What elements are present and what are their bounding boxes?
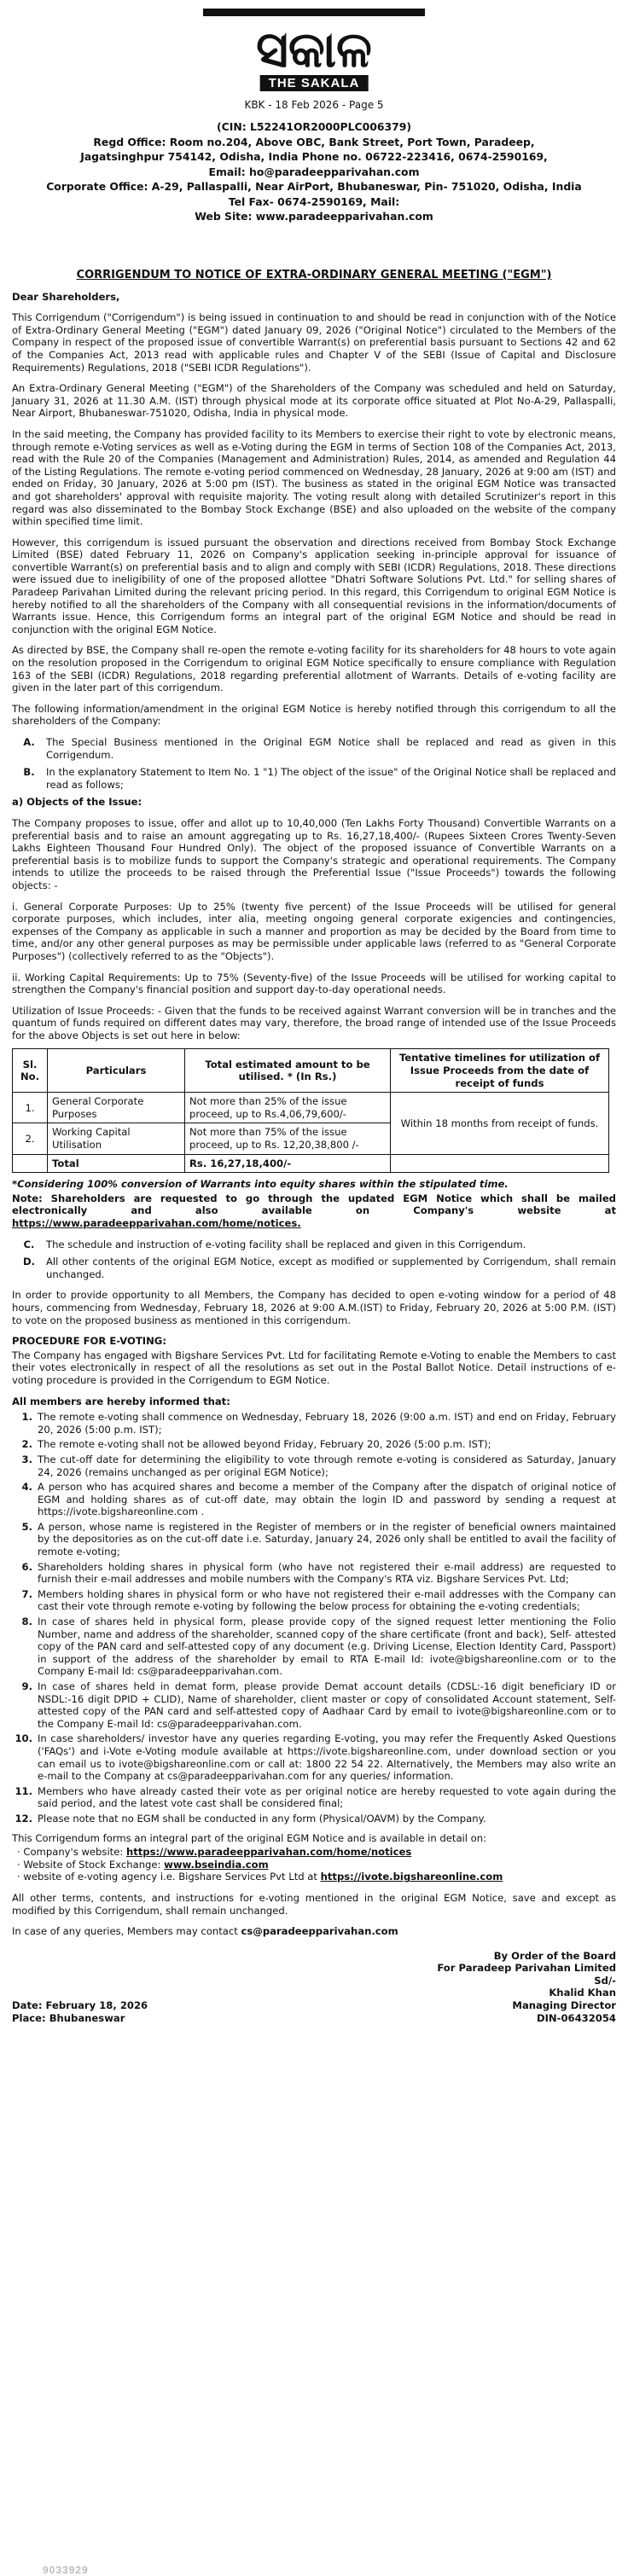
company-cin: (CIN: L52241OR2000PLC006379) xyxy=(216,120,412,133)
list-item xyxy=(12,1616,616,1678)
list-item-text: A person who has acquired shares and become a member of the Company after the dispatch of original notice of EGM and holding shares as of cut-off date, may obtain the login ID and password by sending a request at https://ivote.bigshareonline.com . xyxy=(38,1481,616,1518)
item-a xyxy=(12,736,616,761)
list-item xyxy=(12,1588,616,1613)
paragraph-11: In order to provide opportunity to all Members, the Company has decided to open e-voting window for a period of 48 hours, commencing from Wednesday, February 18, 2026 at 9:00 A.M.(IST) to Friday, February 20, 2026 at 5:00 P.M. (IST) to vote on the proposed business as mentioned in this corrigendum. xyxy=(12,1289,616,1326)
corporate-office: Corporate Office: A-29, Pallaspalli, Near AirPort, Bhubaneswar, Pin- 751020, Odisha, India xyxy=(46,180,582,193)
company-email: Email: ho@paradeepparivahan.com xyxy=(208,165,420,178)
site-0 xyxy=(17,1846,616,1859)
list-number: 11. xyxy=(15,1784,32,1797)
company-telfax: Tel Fax- 0674-2590169, Mail: xyxy=(228,194,400,208)
sig-by: By Order of the Board xyxy=(493,1949,616,1962)
paragraph-13: This Corrigendum forms an integral part of the original EGM Notice and is available in detail on: xyxy=(12,1831,487,1844)
list-item xyxy=(12,1785,616,1810)
list-number: 10. xyxy=(15,1732,32,1745)
table-cell-sl: 2. xyxy=(13,1123,48,1154)
table-cell-particular: General Corporate Purposes xyxy=(48,1093,185,1123)
table-header-particulars: Particulars xyxy=(48,1049,185,1093)
sakala-logo xyxy=(186,3,442,75)
objects-heading: a) Objects of the Issue: xyxy=(12,796,142,809)
list-item xyxy=(12,1521,616,1558)
list-item-text: Shareholders holding shares in physical form (who have not registered their e-mail address) are requested to furnish their e-mail addresses and mobile numbers with the Company's RTA viz. Bigshare Services Pvt. Ltd; xyxy=(38,1560,616,1586)
notice-body xyxy=(12,270,616,2024)
paragraph-9: ii. Working Capital Requirements: Up to 75% (Seventy-five) of the Issue Proceeds will be utilised for working capital to strengthen the Company's financial position and support day-to-day operational needs. xyxy=(12,971,616,996)
footnote: *Considering 100% conversion of Warrants into equity shares within the stipulated time. xyxy=(12,1178,509,1191)
list-number: 7. xyxy=(21,1587,32,1600)
item-c-label: C. xyxy=(23,1238,35,1250)
table-cell-sl: 1. xyxy=(13,1093,48,1123)
signature-block xyxy=(12,1950,616,2025)
date-line: Date: February 18, 2026 xyxy=(12,1999,148,2012)
sig-title: Managing Director xyxy=(512,1999,616,2012)
edition-line: KBK - 18 Feb 2026 - Page 5 xyxy=(244,99,384,111)
item-a-label: A. xyxy=(23,736,35,748)
list-item xyxy=(12,1411,616,1436)
note xyxy=(12,1192,616,1230)
logo-text: ସକାଳ xyxy=(256,20,372,75)
contact-text: In case of any queries, Members may contact xyxy=(12,1925,238,1938)
list-number: 5. xyxy=(21,1520,32,1533)
salutation: Dear Shareholders, xyxy=(12,290,120,303)
item-d xyxy=(12,1256,616,1280)
site-2 xyxy=(17,1871,616,1883)
note-text: Note: Shareholders are requested to go through the updated EGM Notice which shall be mailed electronically and also available on Company's website at xyxy=(12,1192,616,1217)
table-total-label: Total xyxy=(48,1154,185,1173)
table-total-row xyxy=(13,1154,609,1173)
list-item-text: Members holding shares in physical form or who have not registered their e-mail addresses with the Company can cast their vote through remote e-voting by following the below process for obtaining the e-voting credentials; xyxy=(38,1587,616,1613)
evoting-list xyxy=(12,1411,616,1825)
list-item xyxy=(12,1561,616,1586)
company-header xyxy=(26,119,602,224)
list-item xyxy=(12,1481,616,1518)
signatory xyxy=(437,1950,616,2025)
table-cell-amount: Not more than 25% of the issue proceed, up to Rs.4,06,79,600/- xyxy=(185,1093,391,1123)
paragraph-8: i. General Corporate Purposes: Up to 25% (twenty five percent) of the Issue Proceeds will be utilised for general corporate purposes, which includes, inter alia, meeting ongoing general corporate exigencies and contingencies, expenses of the Company as applicable in such a manner and proportion as may be decided by the Board from time to time, and/or any other general purposes as may be permissible under applicable laws (referred to as "General Corporate Purposes") (collectively referred to as the "Objects"). xyxy=(12,900,616,962)
paragraph-10: Utilization of Issue Proceeds: - Given that the funds to be received against Warrant conversion will be in tranches and the quantum of funds required on different dates may vary, therefore, the broad range of intended use of the Issue Proceeds for the above Objects is set out here in below: xyxy=(12,1004,616,1041)
list-number: 6. xyxy=(21,1560,32,1573)
sig-name: Khalid Khan xyxy=(549,1987,616,1999)
site-label: · Company's website: xyxy=(17,1846,124,1859)
sig-din: DIN-06432054 xyxy=(537,2011,616,2024)
table-cell-amount: Not more than 75% of the issue proceed, up to Rs. 12,20,38,800 /- xyxy=(185,1123,391,1154)
table-cell-timeline: Within 18 months from receipt of funds. xyxy=(391,1093,609,1154)
list-item xyxy=(12,1813,616,1825)
list-number: 1. xyxy=(21,1411,32,1424)
list-number: 3. xyxy=(21,1453,32,1465)
regd-office-line-2: Jagatsinghpur 754142, Odisha, India Phone no. 06722-223416, 0674-2590169, xyxy=(80,150,548,163)
item-c xyxy=(12,1239,616,1251)
item-c-text: The schedule and instruction of e-voting facility shall be replaced and given in this Corrigendum. xyxy=(46,1238,526,1250)
paragraph-15 xyxy=(12,1925,616,1938)
list-number: 9. xyxy=(21,1680,32,1692)
notices-link[interactable]: https://www.paradeepparivahan.com/home/notices. xyxy=(12,1217,301,1229)
company-website: Web Site: www.paradeepparivahan.com xyxy=(195,210,433,223)
site-link[interactable]: https://ivote.bigshareonline.com xyxy=(320,1871,503,1883)
list-item xyxy=(12,1732,616,1782)
list-item xyxy=(12,1438,616,1451)
list-item xyxy=(12,1453,616,1478)
table-header-amount: Total estimated amount to be utilised. * (In Rs.) xyxy=(185,1049,391,1093)
item-b xyxy=(12,766,616,791)
list-item-text: Please note that no EGM shall be conducted in any form (Physical/OAVM) by the Company. xyxy=(38,1812,486,1825)
utilization-table xyxy=(12,1048,609,1173)
list-item-text: Members who have already casted their vote as per original notice are hereby requested to vote again during the said period, and the latest vote cast shall be considered final; xyxy=(38,1784,616,1810)
list-number: 12. xyxy=(15,1812,32,1825)
list-item xyxy=(12,1680,616,1730)
table-cell-empty xyxy=(13,1154,48,1173)
site-1 xyxy=(17,1859,616,1871)
list-item-text: In case of shares held in physical form, please provide copy of the signed request letter mentioning the Folio Number, name and address of the shareholder, scanned copy of the share certificate (front and back), Self- attested copy of the PAN card and self-attested copy of any document (e.g. Driving License, Election Identity Card, Passport) in support of the address of the shareholder by email to RTA E-mail Id: ivote@bigshareonline.com or to the Company E-mail Id: cs@paradeepparivahan.com. xyxy=(38,1616,616,1678)
place-line: Place: Bhubaneswar xyxy=(12,2011,125,2024)
sig-sd: Sd/- xyxy=(594,1974,616,1987)
list-item-text: The remote e-voting shall commence on Wednesday, February 18, 2026 (9:00 a.m. IST) and end on Friday, February 20, 2026 (5:00 p.m. IST); xyxy=(38,1411,616,1436)
item-b-text: In the explanatory Statement to Item No. 1 "1) The object of the issue" of the Original Notice shall be replaced and read as follows; xyxy=(46,766,616,791)
site-label: · Website of Stock Exchange: xyxy=(17,1858,161,1871)
masthead xyxy=(0,3,628,116)
list-item-text: The cut-off date for determining the eligibility to vote through remote e-voting is considered as Saturday, January 24, 2026 (remains unchanged as per original EGM Notice); xyxy=(38,1453,616,1478)
item-d-text: All other contents of the original EGM Notice, except as modified or supplemented by Corrigendum, shall remain unchanged. xyxy=(46,1256,616,1280)
list-item-text: The remote e-voting shall not be allowed beyond Friday, February 20, 2026 (5:00 p.m. IST); xyxy=(38,1438,491,1451)
paragraph-5: As directed by BSE, the Company shall re-open the remote e-voting facility for its shareholders for 48 hours to vote again on the resolution proposed in the Corrigendum to original EGM Notice specifically to ensure compliance with Regulation 163 of the SEBI (ICDR) Regulations, 2018 regarding preferential allotment of Warrants. Details of e-voting facility are given in the later part of this corrigendum. xyxy=(12,644,616,694)
paragraph-12: The Company has engaged with Bigshare Services Pvt. Ltd for facilitating Remote e-Voting to enable the Members to cast their votes electronically in respect of all the resolutions as set out in the Postal Ballot Notice. Detail instructions of e-voting procedure is provided in the Corrigendum to EGM Notice. xyxy=(12,1349,616,1386)
table-header-timeline: Tentative timelines for utilization of Issue Proceeds from the date of receipt of funds xyxy=(391,1049,609,1093)
table-row xyxy=(13,1093,609,1123)
list-number: 2. xyxy=(21,1438,32,1451)
date-place xyxy=(12,1999,148,2024)
list-number: 8. xyxy=(21,1616,32,1628)
masthead-subtitle: THE SAKALA xyxy=(260,75,369,91)
phone-watermark: 9033929 xyxy=(43,2564,89,2576)
paragraph-3: In the said meeting, the Company has provided facility to its Members to exercise their right to vote by electronic means, through remote e-Voting services as well as e-Voting during the EGM in terms of Section 108 of the Companies Act, 2013, read with the Rule 20 of the Companies (Management and Administration) Rules, 2014, as amended and Regulation 44 of the Listing Regulations. The remote e-voting period commenced on Wednesday, 28 January, 2026 at 9:00 am (IST) and ended on Friday, 30 January, 2026 at 5:00 pm (IST). The business as stated in the original EGM Notice was transacted and got shareholders' approval with requisite majority. The voting result along with detailed Scrutinizer's report in this regard was also disseminated to the Bombay Stock Exchange (BSE) and also uploaded on the website of the company within specified time limit. xyxy=(12,427,616,528)
paragraph-2: An Extra-Ordinary General Meeting ("EGM") of the Shareholders of the Company was scheduled and held on Saturday, January 31, 2026 at 11.30 A.M. (IST) through physical mode at its corporate office situated at Plot No-A-29, Pallaspalli, Near Airport, Bhubaneswar-751020, Odisha, India in physical mode. xyxy=(12,382,616,420)
site-label: · website of e-voting agency i.e. Bigshare Services Pvt Ltd at xyxy=(17,1871,317,1883)
paragraph-4: However, this corrigendum is issued pursuant the observation and directions received from Bombay Stock Exchange Limited (BSE) dated February 11, 2026 on Company's application seeking in-principle approval for issuance of convertible Warrant(s) on preferential basis and to align and comply with SEBI (ICDR) Regulations, 2018. These directions were issued due to ineligibility of one of the proposed allottee "Dhatri Software Solutions Pvt. Ltd." for selling shares of Paradeep Parivahan Limited during the relevant pricing period. In this regard, this Corrigendum to original EGM Notice is hereby notified to all the shareholders of the Company with all consequential revisions in the information/documents of Warrants issue. Hence, this Corrigendum forms an integral part of the original EGM Notice and should be read in conjunction with the original EGM Notice. xyxy=(12,536,616,635)
table-header-row xyxy=(13,1049,609,1093)
list-number: 4. xyxy=(21,1481,32,1494)
paragraph-6: The following information/amendment in the original EGM Notice is hereby notified through this corrigendum to all the shareholders of the Company: xyxy=(12,702,616,728)
list-item-text: A person, whose name is registered in the Register of members or in the register of beneficial owners maintained by the depositories as on the cut-off date i.e. Saturday, January 24, 2026 only shall be entitled to avail the facility of remote e-voting; xyxy=(38,1520,616,1558)
item-a-text: The Special Business mentioned in the Original EGM Notice shall be replaced and read as given in this Corrigendum. xyxy=(46,736,616,761)
paragraph-7: The Company proposes to issue, offer and allot up to 10,40,000 (Ten Lakhs Forty Thousand) Convertible Warrants on a preferential basis and to raise an amount aggregating up to Rs. 16,27,18,400/- (Rupees Sixteen Crores Twenty-Seven Lakhs Eighteen Thousand Four Hundred Only). The object of the proposed issuance of Convertible Warrants on a preferential basis is to mobilize funds to support the Company's strategic and operational requirements. The Company intends to utilize the proceeds to be raised through the Preferential Issue ("Issue Proceeds") towards the following objects: - xyxy=(12,816,616,891)
item-b-label: B. xyxy=(23,766,35,779)
contact-email[interactable]: cs@paradeepparivahan.com xyxy=(241,1925,398,1938)
procedure-heading: PROCEDURE FOR E-VOTING: xyxy=(12,1335,166,1348)
paragraph-14: All other terms, contents, and instructions for e-voting mentioned in the original EGM Notice, save and except as modified by this Corrigendum, shall remain unchanged. xyxy=(12,1891,616,1917)
paragraph-1: This Corrigendum ("Corrigendum") is being issued in continuation to and should be read in conjunction with of the Notice of Extra-Ordinary General Meeting ("EGM") dated January 09, 2026 ("Original Notice") circulated to the Members of the Company in respect of the proposed issue of convertible Warrant(s) on preferential basis pursuant to Sections 42 and 62 of the Companies Act, 2013 read with applicable rules and Chapter V of the SEBI (Issue of Capital and Disclosure Requirements) Regulations, 2018 ("SEBI ICDR Regulations"). xyxy=(12,311,616,374)
notice-title: CORRIGENDUM TO NOTICE OF EXTRA-ORDINARY GENERAL MEETING ("EGM") xyxy=(76,269,552,281)
table-header-sl: Sl. No. xyxy=(13,1049,48,1093)
table-total-amount: Rs. 16,27,18,400/- xyxy=(185,1154,391,1173)
list-item-text: In case shareholders/ investor have any queries regarding E-voting, you may refer the Frequently Asked Questions ('FAQs') and i-Vote e-Voting module available at https://ivote.bigshareonline.com, under download section or you can email us to ivote@bigshareonline.com or call at: 1800 22 54 22. Alternatively, the Members may also write an e-mail to the Company at cs@paradeepparivahan.com for any queries/ information. xyxy=(38,1732,616,1783)
table-cell-empty xyxy=(391,1154,609,1173)
site-link[interactable]: www.bseindia.com xyxy=(164,1858,269,1871)
sig-for: For Paradeep Parivahan Limited xyxy=(437,1962,616,1975)
members-heading: All members are hereby informed that: xyxy=(12,1395,230,1407)
table-cell-particular: Working Capital Utilisation xyxy=(48,1123,185,1154)
list-item-text: In case of shares held in demat form, please provide Demat account details (CDSL:-16 digit beneficiary ID or NSDL:-16 digit DPID + CLID), Name of shareholder, client master or copy of consolidated Account statement, Self-attested copy of the PAN card and self-attested copy of Aadhaar Card by email to ivote@bigshareonline.com or to the Company E-mail Id: cs@paradeepparivahan.com. xyxy=(38,1680,616,1730)
site-link[interactable]: https://www.paradeepparivahan.com/home/notices xyxy=(125,1846,412,1859)
item-d-label: D. xyxy=(22,1256,36,1268)
regd-office-line-1: Regd Office: Room no.204, Above OBC, Bank Street, Port Town, Paradeep, xyxy=(93,135,535,148)
